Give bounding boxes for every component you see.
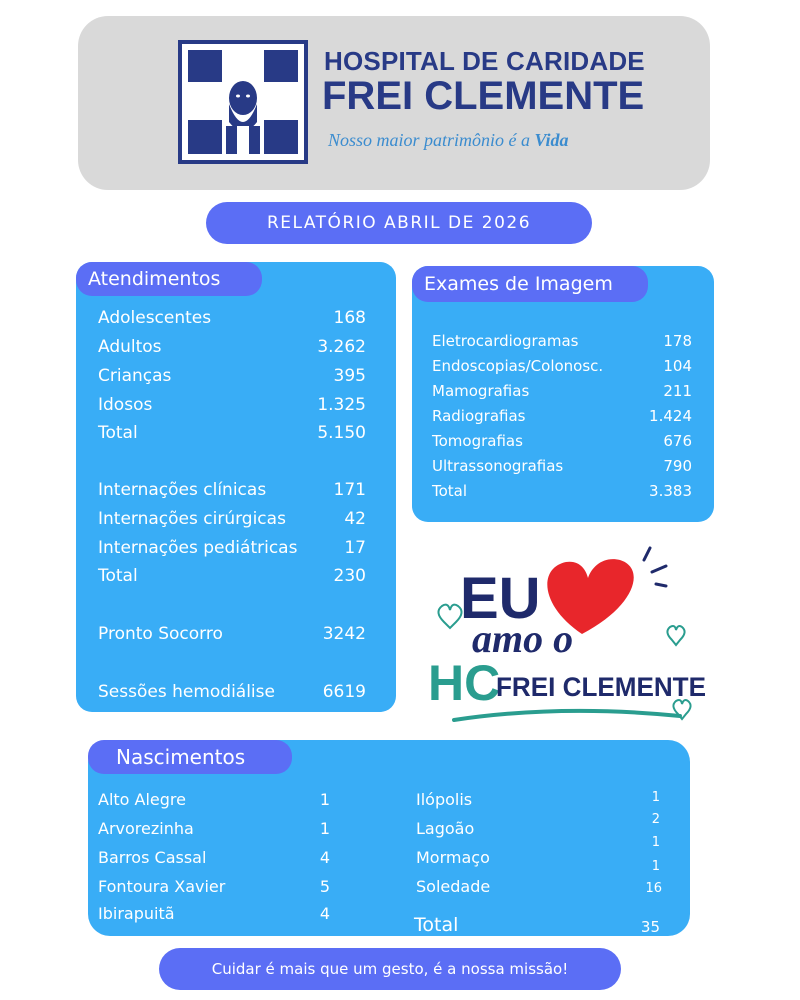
badge-name: FREI CLEMENTE [496, 672, 706, 702]
atendimento-total-row [98, 423, 366, 445]
row-value: 1.424 [649, 407, 692, 425]
exames-title: Exames de Imagem [412, 266, 648, 302]
row-label: Pronto Socorro [98, 624, 223, 644]
row-value: 3.383 [649, 482, 692, 500]
row-value: 230 [333, 566, 366, 586]
exames-card [412, 266, 714, 522]
small-heart-icon [667, 626, 684, 645]
hemodialise-row [98, 682, 366, 704]
row-value: 171 [333, 480, 366, 500]
exame-row [432, 332, 692, 352]
row-label: Total [98, 566, 138, 586]
atendimento-row [98, 337, 366, 359]
internacao-row [98, 538, 366, 560]
row-label: Total [432, 482, 468, 500]
exame-row [432, 407, 692, 427]
city-value: 16 [645, 881, 662, 896]
slogan-emphasis: Vida [534, 130, 569, 150]
city-value: 5 [319, 877, 330, 896]
row-label: Mamografias [432, 382, 530, 400]
internacao-row [98, 509, 366, 531]
row-label: Internações pediátricas [98, 538, 298, 558]
city-value: 4 [319, 848, 330, 867]
internacao-row [98, 480, 366, 502]
badge-hc: HC [428, 655, 501, 711]
hospital-name-line1: HOSPITAL DE CARIDADE [324, 46, 645, 76]
row-value: 395 [333, 366, 366, 386]
hospital-logo [178, 40, 308, 164]
row-label: Ultrassonografias [432, 457, 564, 475]
row-value: 17 [344, 538, 366, 558]
exame-row [432, 432, 692, 452]
row-value: 3242 [322, 624, 366, 644]
row-value: 5.150 [317, 423, 366, 443]
exame-row [432, 457, 692, 477]
nascimentos-total-label: Total [414, 914, 459, 936]
atendimentos-title: Atendimentos [76, 262, 262, 296]
row-value: 3.262 [317, 337, 366, 357]
row-label: Radiografias [432, 407, 526, 425]
city-value: 2 [651, 812, 660, 827]
slogan-text: Nosso maior patrimônio é a [328, 130, 535, 150]
row-value: 168 [333, 308, 366, 328]
hospital-name-line2: FREI CLEMENTE [322, 74, 645, 118]
sparkle-icon [644, 548, 666, 586]
city-value: 1 [651, 835, 660, 850]
row-label: Crianças [98, 366, 172, 386]
atendimentos-card [76, 262, 396, 712]
city-value: 4 [319, 904, 330, 923]
city-value: 1 [319, 790, 330, 809]
row-label: Total [98, 423, 138, 443]
city-label: Mormaço [416, 848, 490, 867]
row-label: Sessões hemodiálise [98, 682, 275, 702]
nascimentos-card [88, 740, 690, 936]
swoosh-underline [454, 711, 680, 720]
row-label: Eletrocardiogramas [432, 332, 579, 350]
row-label: Adolescentes [98, 308, 212, 328]
atendimento-row [98, 366, 366, 388]
footer-mission: Cuidar é mais que um gesto, é a nossa missão! [159, 948, 621, 990]
city-label: Arvorezinha [98, 819, 194, 838]
city-value: 1 [651, 859, 660, 874]
city-label: Lagoão [416, 819, 475, 838]
row-label: Internações cirúrgicas [98, 509, 286, 529]
row-value: 178 [663, 332, 692, 350]
row-label: Adultos [98, 337, 162, 357]
city-value: 1 [651, 790, 660, 805]
eu-amo-hc-badge [420, 540, 720, 730]
row-value: 42 [344, 509, 366, 529]
city-label: Fontoura Xavier [98, 877, 226, 896]
report-title: RELATÓRIO ABRIL DE 2026 [206, 202, 592, 244]
badge-line-eu: EU [460, 566, 541, 631]
exame-total-row [432, 482, 692, 502]
row-label: Idosos [98, 395, 153, 415]
row-value: 790 [663, 457, 692, 475]
atendimento-row [98, 308, 366, 330]
badge-line-amo: amo o [472, 616, 574, 661]
small-heart-icon [438, 605, 461, 628]
internacao-total-row [98, 566, 366, 588]
pronto-socorro-row [98, 624, 366, 646]
hospital-slogan [328, 130, 569, 151]
row-label: Endoscopias/Colonosc. [432, 357, 604, 375]
row-value: 676 [663, 432, 692, 450]
city-label: Alto Alegre [98, 790, 186, 809]
city-label: Ilópolis [416, 790, 473, 809]
hospital-header [78, 16, 710, 190]
atendimento-row [98, 395, 366, 417]
city-value: 1 [319, 819, 330, 838]
row-label: Tomografias [432, 432, 523, 450]
city-label: Ibirapuitã [98, 904, 175, 923]
row-value: 104 [663, 357, 692, 375]
city-label: Soledade [416, 877, 491, 896]
row-value: 211 [663, 382, 692, 400]
exame-row [432, 357, 692, 377]
row-value: 6619 [322, 682, 366, 702]
exame-row [432, 382, 692, 402]
cross-portrait-icon [178, 40, 308, 164]
row-label: Internações clínicas [98, 480, 267, 500]
nascimentos-total-value: 35 [640, 918, 660, 936]
city-label: Barros Cassal [98, 848, 207, 867]
row-value: 1.325 [317, 395, 366, 415]
nascimentos-title: Nascimentos [88, 740, 292, 774]
badge-graphic [420, 540, 720, 730]
